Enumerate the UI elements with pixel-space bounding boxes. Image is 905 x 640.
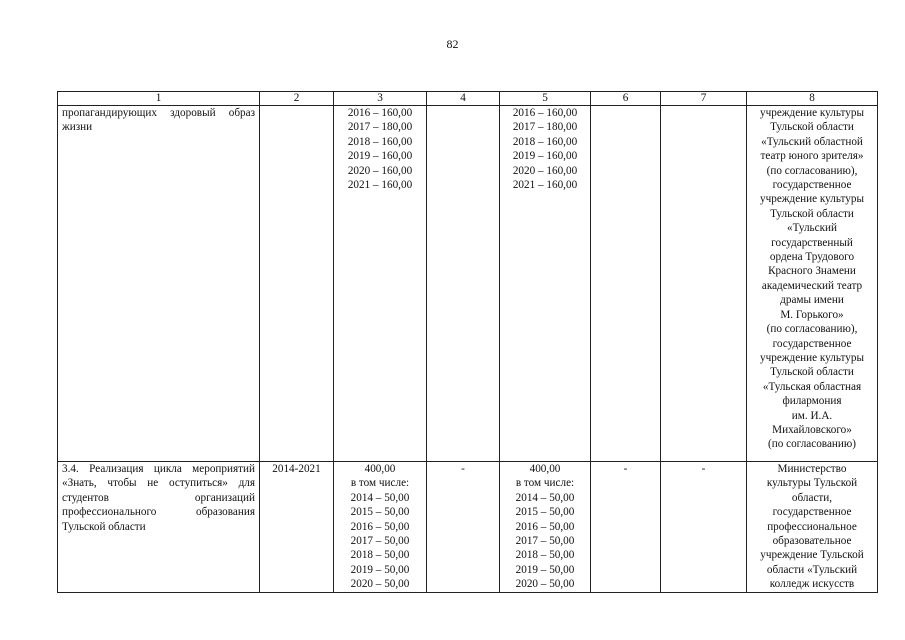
total-funding-cell: 400,00 в том числе: 2014 – 50,00 2015 – 50,00 2016 – 50,00 2017 – 50,00 2018 – 50,00 2019 – 50,00 2020 – 50,00 (334, 462, 427, 593)
executors-cell: учреждение культуры Тульской области «Тульский областной театр юного зрителя» (по согласованию), государственное учреждение культуры Тульской области «Тульский государственный ордена Трудового Красного Знамени академический театр драмы имени М. Горького» (по согласованию), государственное учреждение культуры Тульской области «Тульская областная филармония им. И.А. Михайловского» (по согласованию) (747, 106, 878, 462)
column-header: 4 (427, 92, 500, 106)
table-header-row (58, 92, 878, 106)
column-header: 6 (591, 92, 661, 106)
other-sources-cell (661, 106, 747, 462)
local-budget-cell: - (591, 462, 661, 593)
regional-budget-cell: 2016 – 160,00 2017 – 180,00 2018 – 160,00 2019 – 160,00 2020 – 160,00 2021 – 160,00 (500, 106, 591, 462)
period-cell (260, 106, 334, 462)
federal-budget-cell: - (427, 462, 500, 593)
table-row (58, 462, 878, 593)
column-header: 5 (500, 92, 591, 106)
column-header: 8 (747, 92, 878, 106)
page-number: 82 (446, 37, 459, 51)
column-header: 1 (58, 92, 260, 106)
column-header: 7 (661, 92, 747, 106)
event-name-cell: пропагандирующих здоровый образ жизни (58, 106, 260, 462)
regional-budget-cell: 400,00 в том числе: 2014 – 50,00 2015 – 50,00 2016 – 50,00 2017 – 50,00 2018 – 50,00 2019 – 50,00 2020 – 50,00 (500, 462, 591, 593)
total-funding-cell: 2016 – 160,00 2017 – 180,00 2018 – 160,00 2019 – 160,00 2020 – 160,00 2021 – 160,00 (334, 106, 427, 462)
executors-cell: Министерство культуры Тульской области, государственное профессиональное образовательное учреждение Тульской области «Тульский колледж искусств (747, 462, 878, 593)
column-header: 3 (334, 92, 427, 106)
program-table (57, 91, 878, 593)
local-budget-cell (591, 106, 661, 462)
period-cell: 2014-2021 (260, 462, 334, 593)
table-row (58, 106, 878, 462)
federal-budget-cell (427, 106, 500, 462)
column-header: 2 (260, 92, 334, 106)
event-name-cell: 3.4. Реализация цикла мероприятий «Знать, чтобы не оступиться» для студентов организаций профессионального образования Тульской области (58, 462, 260, 593)
other-sources-cell: - (661, 462, 747, 593)
